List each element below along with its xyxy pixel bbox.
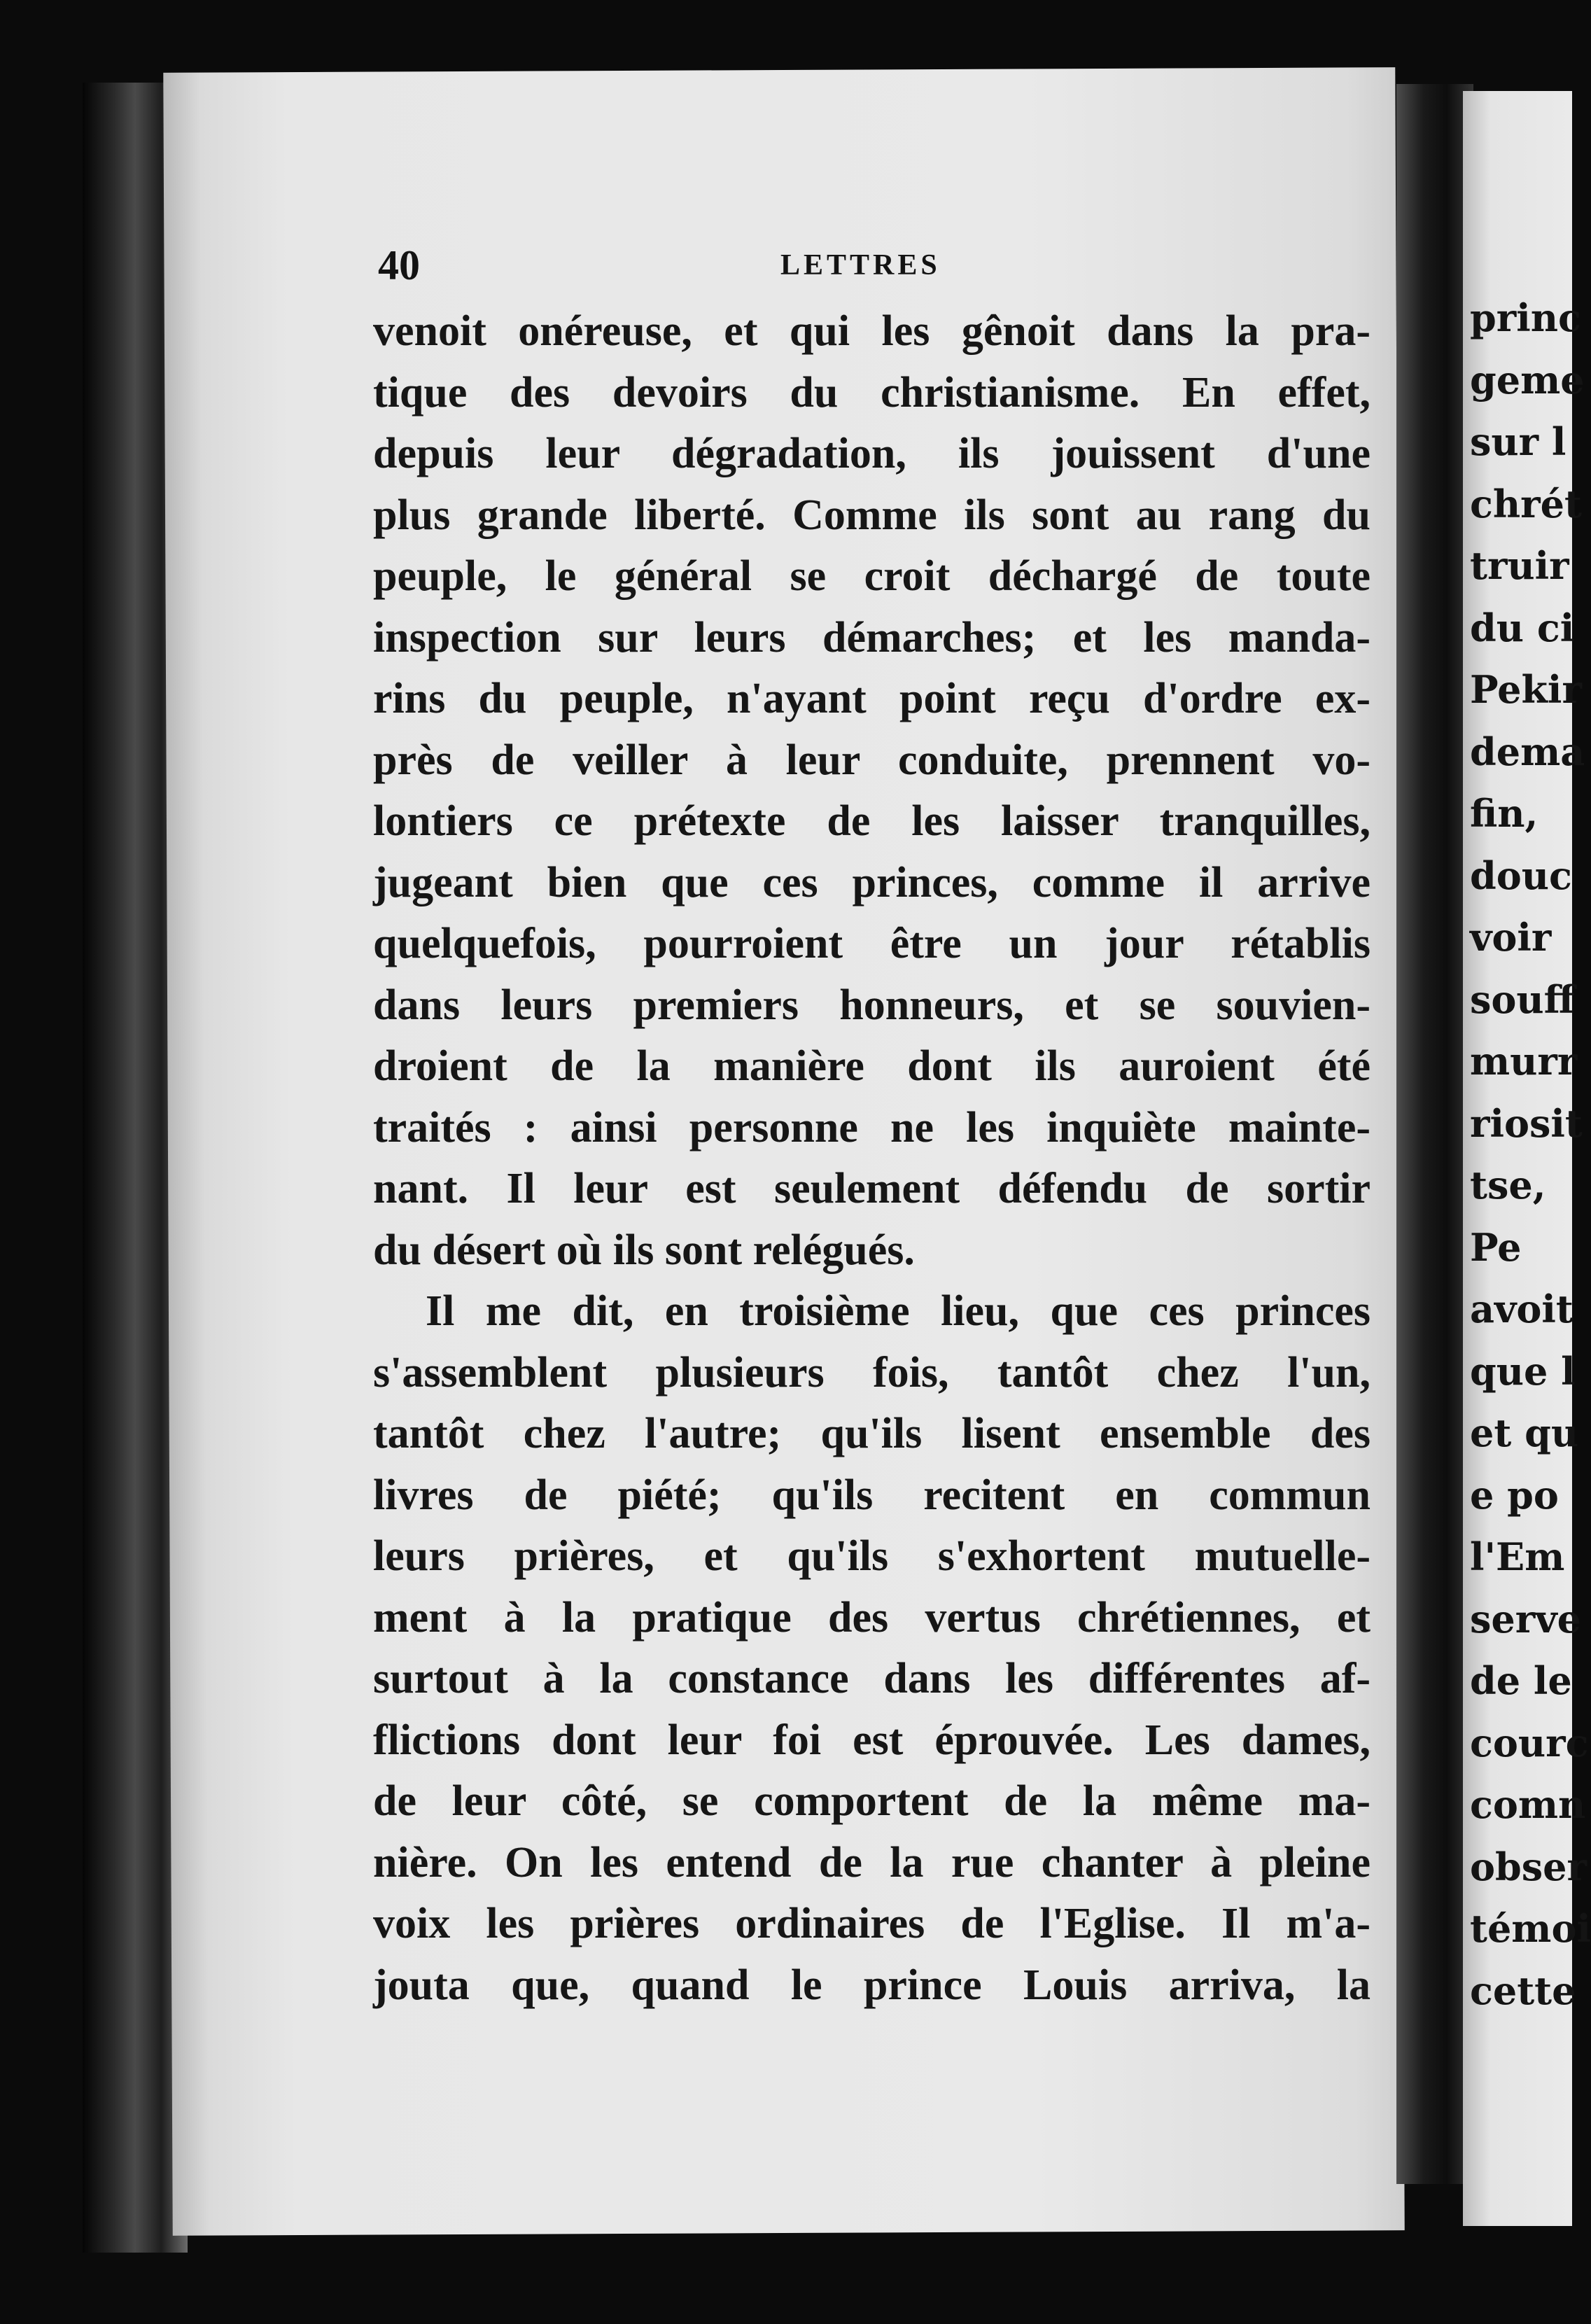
- paragraph-2: [373, 1281, 1371, 2016]
- facing-page-line-fragment: fin,: [1470, 791, 1539, 836]
- facing-page-line-fragment: sur l: [1470, 419, 1567, 464]
- page-body: [373, 301, 1371, 2016]
- text-line: s'assemblent plusieurs fois, tantôt chez l'un,: [373, 1348, 1371, 1396]
- text-line: leurs prières, et qu'ils s'exhortent mutuelle-: [373, 1532, 1371, 1580]
- text-line: livres de piété; qu'ils recitent en commun: [373, 1471, 1371, 1519]
- facing-page-line-fragment: courc: [1470, 1720, 1589, 1765]
- facing-page-line-fragment: que l: [1470, 1348, 1576, 1394]
- facing-page-line-fragment: et qu: [1470, 1410, 1579, 1455]
- facing-page-line-fragment: obser: [1470, 1844, 1587, 1889]
- text-line: plus grande liberté. Comme ils sont au rang du: [373, 491, 1371, 539]
- facing-page-edge: [1463, 91, 1591, 2226]
- page-number: 40: [378, 242, 420, 288]
- text-line: près de veiller à leur conduite, prennent vo-: [373, 736, 1371, 784]
- facing-page-line-fragment: serve: [1470, 1596, 1581, 1642]
- facing-page-line-fragment: dema: [1470, 729, 1585, 774]
- text-line: nière. On les entend de la rue chanter à pleine: [373, 1838, 1371, 1886]
- facing-page-line-fragment: témoi: [1470, 1906, 1591, 1951]
- facing-page-line-fragment: Pe: [1470, 1224, 1522, 1270]
- text-line: traités : ainsi personne ne les inquiète mainte-: [373, 1103, 1371, 1152]
- facing-page-line-fragment: tse,: [1470, 1163, 1546, 1208]
- text-line: venoit onéreuse, et qui les gênoit dans la pra-: [373, 307, 1371, 355]
- facing-page-line-fragment: cette: [1470, 1968, 1576, 2013]
- facing-page-line-fragment: l'Em: [1470, 1534, 1565, 1579]
- text-line: quelquefois, pourroient être un jour rétablis: [373, 920, 1371, 967]
- text-line: peuple, le général se croit déchargé de toute: [373, 552, 1371, 600]
- text-line: jugeant bien que ces princes, comme il arrive: [373, 858, 1371, 906]
- text-line: lontiers ce prétexte de les laisser tranquilles,: [373, 797, 1371, 845]
- text-line: du désert où ils sont relégués.: [373, 1226, 915, 1274]
- facing-page-line-fragment: riosit: [1470, 1100, 1583, 1146]
- facing-page-line-fragment: du ci: [1470, 605, 1575, 650]
- text-line: rins du peuple, n'ayant point reçu d'ordre ex-: [373, 675, 1371, 722]
- book-gutter: [1396, 84, 1473, 2184]
- text-line: de leur côté, se comportent de la même ma-: [373, 1777, 1371, 1825]
- text-line: voix les prières ordinaires de l'Eglise. Il m'a-: [373, 1900, 1371, 1947]
- text-line: tantôt chez l'autre; qu'ils lisent ensemble des: [373, 1410, 1371, 1457]
- facing-page-line-fragment: truir: [1470, 543, 1569, 588]
- facing-page-line-fragment: souff: [1470, 976, 1576, 1022]
- text-line: inspection sur leurs démarches; et les manda-: [373, 613, 1371, 662]
- text-line: depuis leur dégradation, ils jouissent d'une: [373, 430, 1371, 477]
- text-line: Il me dit, en troisième lieu, que ces princes: [426, 1287, 1371, 1335]
- text-line: tique des devoirs du christianisme. En effet,: [373, 368, 1371, 416]
- facing-page-line-fragment: avoit: [1470, 1287, 1574, 1331]
- facing-page-line-fragment: e po: [1470, 1472, 1559, 1518]
- text-line: nant. Il leur est seulement défendu de sortir: [373, 1165, 1371, 1212]
- facing-page-line-fragment: Pekir: [1470, 667, 1582, 712]
- facing-page-line-fragment: murr: [1470, 1039, 1578, 1084]
- facing-page-fragments: [1463, 287, 1591, 2022]
- facing-page-line-fragment: princ: [1470, 295, 1581, 340]
- facing-page-line-fragment: chrét: [1470, 481, 1582, 526]
- text-line: flictions dont leur foi est éprouvée. Les dames,: [373, 1716, 1371, 1764]
- text-line: surtout à la constance dans les différentes af-: [373, 1655, 1371, 1702]
- text-line: ment à la pratique des vertus chrétiennes, et: [373, 1593, 1371, 1642]
- page-header: [378, 241, 1372, 298]
- text-line: droient de la manière dont ils auroient été: [373, 1042, 1371, 1090]
- text-line: dans leurs premiers honneurs, et se souvien-: [373, 981, 1371, 1029]
- facing-page-line-fragment: geme: [1470, 357, 1585, 402]
- paragraph-1: [373, 301, 1371, 1281]
- facing-page-line-fragment: comn: [1470, 1782, 1586, 1827]
- facing-page-line-fragment: voir: [1470, 915, 1552, 960]
- facing-page-line-fragment: de le: [1470, 1658, 1572, 1703]
- facing-page-line-fragment: douc: [1470, 853, 1572, 898]
- text-line: jouta que, quand le prince Louis arriva, la: [373, 1961, 1371, 2009]
- running-title: LETTRES: [780, 249, 941, 281]
